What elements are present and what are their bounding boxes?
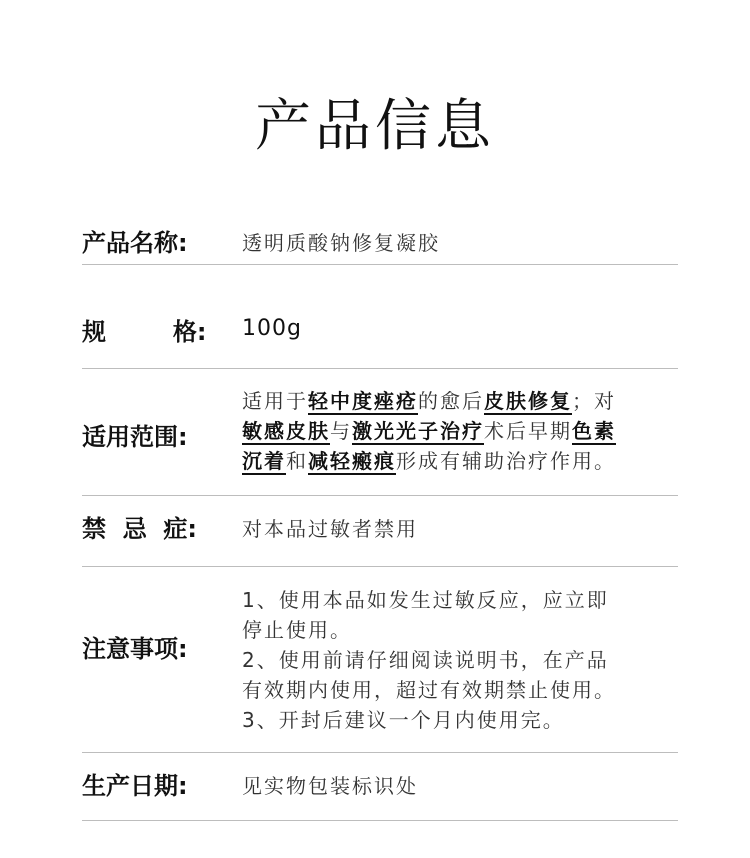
scope-text: 与 (330, 419, 352, 443)
row-product-name (82, 218, 678, 265)
notes-line: 停止使用。 (242, 618, 352, 642)
scope-line-1 (242, 386, 678, 416)
scope-label: 适用范围: (82, 423, 188, 451)
scope-line-3 (242, 446, 678, 476)
notes-line: 3、开封后建议一个月内使用完。 (242, 708, 565, 732)
scope-text: 的愈后 (418, 389, 484, 413)
product-name-label: 产品名称: (82, 229, 188, 257)
scope-highlight: 色素 (572, 419, 616, 443)
notes-label: 注意事项: (82, 635, 188, 663)
scope-highlight: 沉着 (242, 449, 286, 473)
contraindications-label (82, 514, 197, 544)
notes-line: 有效期内使用，超过有效期禁止使用。 (242, 678, 616, 702)
row-production-date (82, 752, 678, 821)
scope-highlight: 减轻瘢痕 (308, 449, 396, 473)
spec-label-text: 规 格: (82, 318, 207, 346)
notes-line: 1、使用本品如发生过敏反应，应立即 (242, 588, 609, 612)
scope-highlight: 敏感皮肤 (242, 419, 330, 443)
page-title: 产品信息 (255, 94, 495, 159)
scope-highlight: 激光光子治疗 (352, 419, 484, 443)
scope-highlight: 皮肤修复 (484, 389, 572, 413)
scope-text: 形成有辅助治疗作用。 (396, 449, 616, 473)
scope-line-2 (242, 416, 678, 446)
notes-line: 2、使用前请仔细阅读说明书，在产品 (242, 648, 609, 672)
scope-text: 和 (286, 449, 308, 473)
spec-value: 100g (242, 316, 302, 341)
contraindications-label-text: 禁 忌 症: (82, 515, 198, 543)
production-date-value: 见实物包装标识处 (242, 774, 418, 798)
row-contraindications (82, 495, 678, 567)
scope-highlight: 轻中度痤疮 (308, 389, 418, 413)
row-notes (82, 566, 678, 753)
production-date-label: 生产日期: (82, 772, 188, 800)
product-name-value: 透明质酸钠修复凝胶 (242, 231, 440, 255)
scope-value (242, 386, 678, 476)
scope-text: 术后早期 (484, 419, 572, 443)
row-scope (82, 368, 678, 496)
scope-text: ；对 (572, 389, 616, 413)
scope-text: 适用于 (242, 389, 308, 413)
contraindications-value: 对本品过敏者禁用 (242, 517, 418, 541)
notes-value (242, 585, 678, 735)
row-spec (82, 264, 678, 369)
spec-label (82, 317, 206, 347)
